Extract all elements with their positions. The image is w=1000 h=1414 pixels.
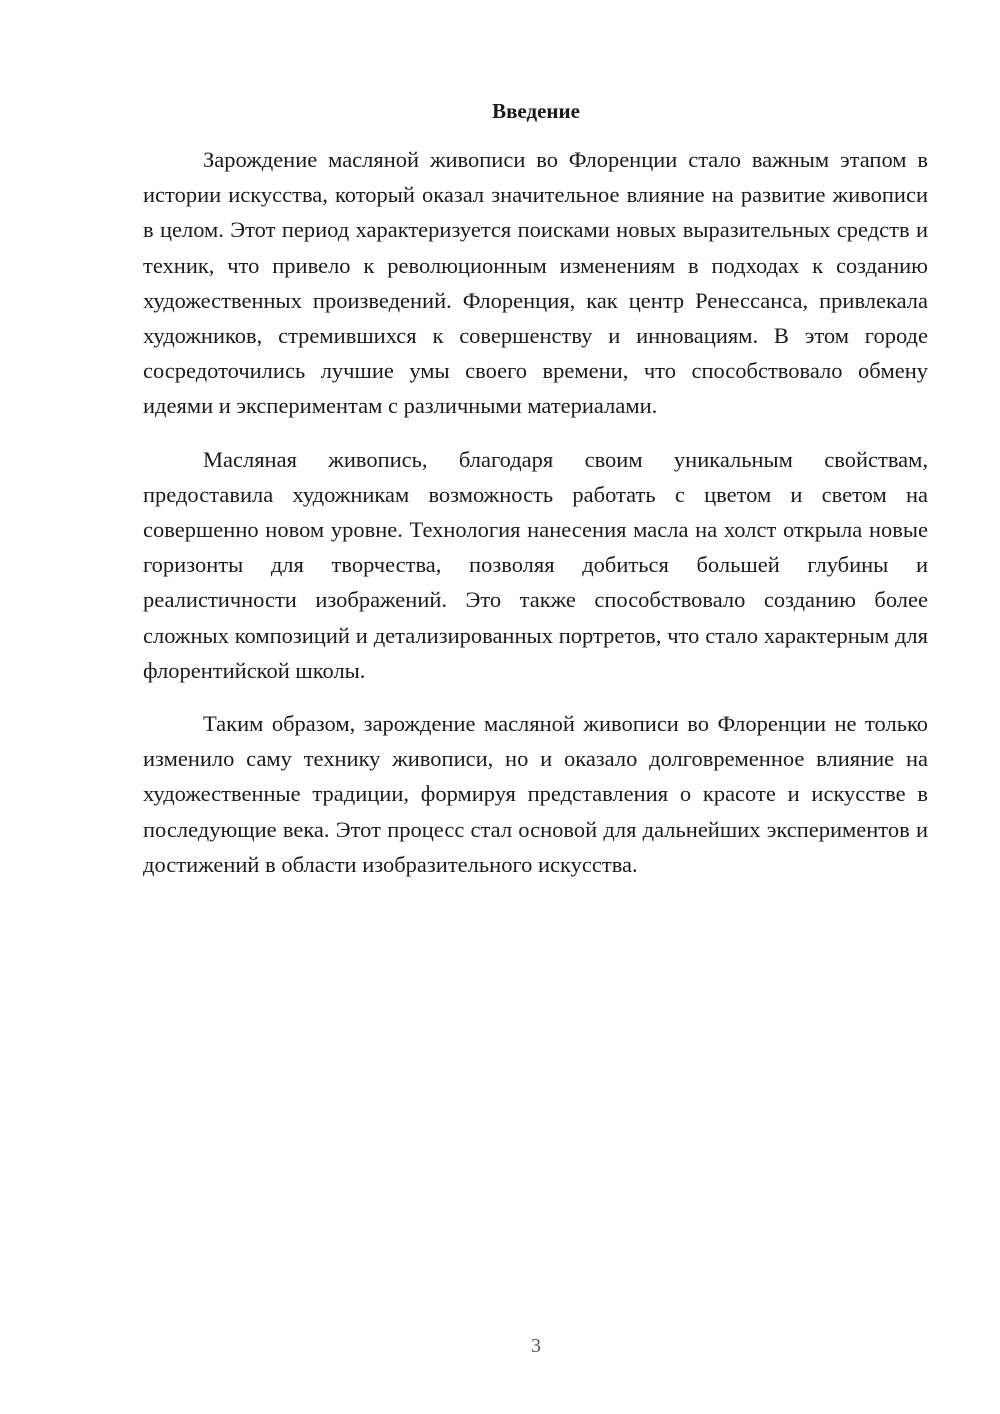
page-number: 3: [531, 1335, 541, 1357]
section-heading: Введение: [492, 99, 580, 123]
paragraph-1: Зарождение масляной живописи во Флоренции стало важным этапом в истории искусства, который оказал значительное влияние на развитие живописи в целом. Этот период характеризуется поисками новых выразительных средств и техник, что привело к революционным изменениям в подходах к созданию художественных произведений. Флоренция, как центр Ренессанса, привлекала художников, стремившихся к совершенству и инновациям. В этом городе сосредоточились лучшие умы своего времени, что способствовало обмену идеями и экспериментам с различными материалами.: [143, 147, 928, 419]
body-text: [143, 142, 928, 882]
paragraph-2: Масляная живопись, благодаря своим уникальным свойствам, предоставила художникам возможность работать с цветом и светом на совершенно новом уровне. Технология нанесения масла на холст открыла новые горизонты для творчества, позволяя добиться большей глубины и реалистичности изображений. Это также способствовало созданию более сложных композиций и детализированных портретов, что стало характерным для флорентийской школы.: [143, 446, 928, 683]
paragraph-3: Таким образом, зарождение масляной живописи во Флоренции не только изменило саму технику живописи, но и оказало долговременное влияние на художественные традиции, формируя представления о красоте и искусстве в последующие века. Этот процесс стал основой для дальнейших экспериментов и достижений в области изобразительного искусства.: [143, 711, 928, 877]
